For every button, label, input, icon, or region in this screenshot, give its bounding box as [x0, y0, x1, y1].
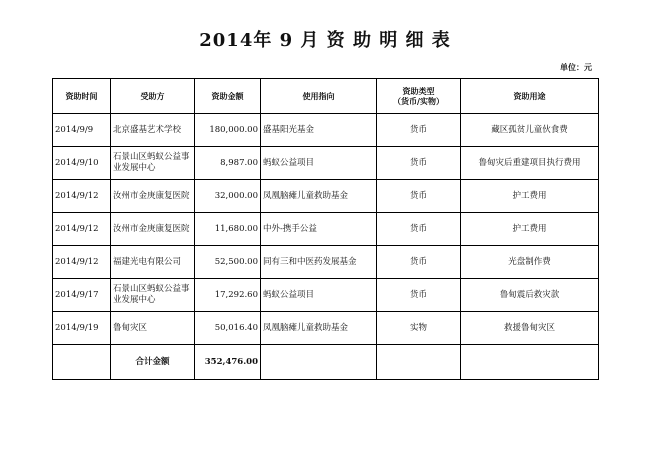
header-row — [53, 79, 599, 114]
cell-empty — [53, 345, 111, 380]
cell-purpose: 护工费用 — [461, 180, 599, 213]
cell-amount: 17,292.60 — [195, 279, 261, 312]
page-title: 2014年 9 月 资 助 明 细 表 — [199, 30, 451, 51]
cell-type: 货币 — [377, 147, 461, 180]
cell-date: 2014/9/9 — [53, 114, 111, 147]
cell-party: 福建光电有限公司 — [111, 246, 195, 279]
header-type-line2: （货币/实物） — [393, 96, 444, 106]
cell-type: 货币 — [377, 114, 461, 147]
cell-purpose: 光盘制作费 — [461, 246, 599, 279]
cell-guide: 凤凰脑瘫儿童救助基金 — [261, 312, 377, 345]
cell-type: 货币 — [377, 246, 461, 279]
cell-date: 2014/9/19 — [53, 312, 111, 345]
table-row — [53, 279, 599, 312]
cell-amount: 11,680.00 — [195, 213, 261, 246]
table-row — [53, 180, 599, 213]
cell-purpose: 藏区孤贫儿童伙食费 — [461, 114, 599, 147]
header-date: 资助时间 — [53, 79, 111, 114]
cell-purpose: 鲁甸震后救灾款 — [461, 279, 599, 312]
cell-type: 实物 — [377, 312, 461, 345]
cell-guide: 盛基阳光基金 — [261, 114, 377, 147]
cell-guide: 中外-携手公益 — [261, 213, 377, 246]
cell-empty — [261, 345, 377, 380]
cell-type: 货币 — [377, 213, 461, 246]
cell-empty — [377, 345, 461, 380]
cell-guide: 同有三和中医药发展基金 — [261, 246, 377, 279]
cell-amount: 52,500.00 — [195, 246, 261, 279]
cell-date: 2014/9/10 — [53, 147, 111, 180]
header-amount: 资助金额 — [195, 79, 261, 114]
cell-date: 2014/9/12 — [53, 180, 111, 213]
cell-date: 2014/9/12 — [53, 213, 111, 246]
cell-party: 鲁甸灾区 — [111, 312, 195, 345]
total-amount: 352,476.00 — [195, 345, 261, 380]
cell-amount: 50,016.40 — [195, 312, 261, 345]
donation-table — [52, 78, 599, 380]
header-guide: 使用指向 — [261, 79, 377, 114]
table-row — [53, 114, 599, 147]
unit-label: 单位：元 — [560, 62, 592, 72]
cell-type: 货币 — [377, 279, 461, 312]
total-row — [53, 345, 599, 380]
cell-date: 2014/9/12 — [53, 246, 111, 279]
table-row — [53, 213, 599, 246]
cell-amount: 8,987.00 — [195, 147, 261, 180]
cell-empty — [461, 345, 599, 380]
cell-amount: 32,000.00 — [195, 180, 261, 213]
cell-amount: 180,000.00 — [195, 114, 261, 147]
table-row — [53, 246, 599, 279]
cell-purpose: 救援鲁甸灾区 — [461, 312, 599, 345]
cell-guide: 蚂蚁公益项目 — [261, 147, 377, 180]
cell-type: 货币 — [377, 180, 461, 213]
cell-party: 北京盛基艺术学校 — [111, 114, 195, 147]
cell-date: 2014/9/17 — [53, 279, 111, 312]
cell-party: 石景山区蚂蚁公益事业发展中心 — [111, 279, 195, 312]
cell-party: 汝州市金庚康复医院 — [111, 180, 195, 213]
total-label: 合计金额 — [111, 345, 195, 380]
header-party: 受助方 — [111, 79, 195, 114]
cell-purpose: 护工费用 — [461, 213, 599, 246]
table-row — [53, 312, 599, 345]
cell-purpose: 鲁甸灾后重建项目执行费用 — [461, 147, 599, 180]
cell-guide: 凤凰脑瘫儿童救助基金 — [261, 180, 377, 213]
table-row — [53, 147, 599, 180]
header-type — [377, 79, 461, 114]
cell-party: 汝州市金庚康复医院 — [111, 213, 195, 246]
header-purpose: 资助用途 — [461, 79, 599, 114]
cell-party: 石景山区蚂蚁公益事业发展中心 — [111, 147, 195, 180]
header-type-line1: 资助类型 — [402, 86, 435, 96]
cell-guide: 蚂蚁公益项目 — [261, 279, 377, 312]
